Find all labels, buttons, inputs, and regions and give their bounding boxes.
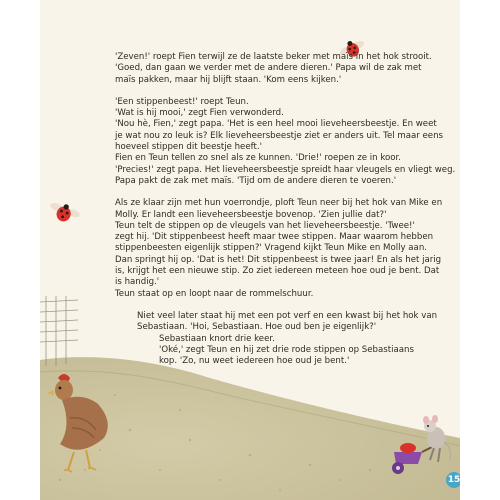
paragraph-4 (115, 311, 455, 367)
text-line: kop. 'Zo, nu weet iedereen hoe oud je bent.' (159, 356, 350, 367)
text-line: 'Oké,' zegt Teun en hij zet drie rode stippen op Sebastiaans (159, 344, 414, 355)
text-line: Sebastiaan. 'Hoi, Sebastiaan. Hoe oud ben je eigenlijk?' (137, 322, 377, 333)
text-line: 'Een stippenbeest!' roept Teun. (115, 96, 249, 107)
paragraph-1 (115, 52, 455, 86)
text-line: 'Goed, dan gaan we verder met de andere dieren.' Papa wil de zak met (115, 63, 422, 74)
text-line: maïs pakken, maar hij blijft staan. 'Kom eens kijken.' (115, 74, 342, 85)
text-line: Molly. Er landt een lieveheersbeestje bovenop. 'Zien jullie dat?' (115, 209, 387, 220)
text-line: is handig.' (115, 277, 160, 288)
text-line: 'Wat is hij mooi,' zegt Fien verwonderd. (115, 108, 284, 119)
hen-illustration (44, 368, 116, 474)
fence-illustration (40, 296, 80, 376)
text-line: Niet veel later staat hij met een pot verf en een kwast bij het hok van (137, 310, 438, 321)
text-line: is, krijgt het een nieuwe stip. Zo ziet iedereen meteen hoe oud je bent. Dat (115, 266, 440, 277)
story-text (115, 52, 455, 378)
ladybug-icon (48, 198, 80, 228)
text-line: Teun telt de stippen op de vleugels van het lieveheersbeestje. 'Twee!' (115, 220, 415, 231)
text-line: Papa pakt de zak met maïs. 'Tijd om de andere dieren te voeren.' (115, 175, 397, 186)
book-page (40, 0, 460, 500)
text-line: je wat nou zo leuk is? Elk lieveheersbeestje ziet er anders uit. Tel maar eens (115, 130, 444, 141)
page-number-badge: 15 (446, 472, 460, 488)
text-line: Teun staat op en loopt naar de rommelschuur. (115, 288, 314, 299)
text-line: 'Nou hè, Fien,' zegt papa. 'Het is een heel mooi lieveheersbeestje. En weet (115, 119, 437, 130)
mouse-with-wheelbarrow-illustration (358, 412, 454, 476)
paragraph-2 (115, 97, 455, 187)
text-line: hoeveel stippen dit beestje heeft.' (115, 142, 262, 153)
text-line: zegt hij. 'Dit stippenbeest heeft maar twee stippen. Maar waarom hebben (115, 232, 434, 243)
paragraph-3 (115, 198, 455, 300)
text-line: Als ze klaar zijn met hun voerrondje, ploft Teun neer bij het hok van Mike en (115, 198, 443, 209)
text-line: stippenbeesten eigenlijk stippen?' Vragend kijkt Teun Mike en Molly aan. (115, 243, 428, 254)
text-line: Dan springt hij op. 'Dat is het! Dit stippenbeest is twee jaar! En als het jarig (115, 254, 442, 265)
text-line: Sebastiaan knort drie keer. (159, 333, 275, 344)
text-line: 'Precies!' zegt papa. Het lieveheersbeestje spreidt haar vleugels en vliegt weg. (115, 164, 456, 175)
text-line: 'Zeven!' roept Fien terwijl ze de laatste beker met maïs in het hok strooit. (115, 52, 432, 62)
text-line: Fien en Teun tellen zo snel als ze kunnen. 'Drie!' roepen ze in koor. (115, 153, 401, 164)
